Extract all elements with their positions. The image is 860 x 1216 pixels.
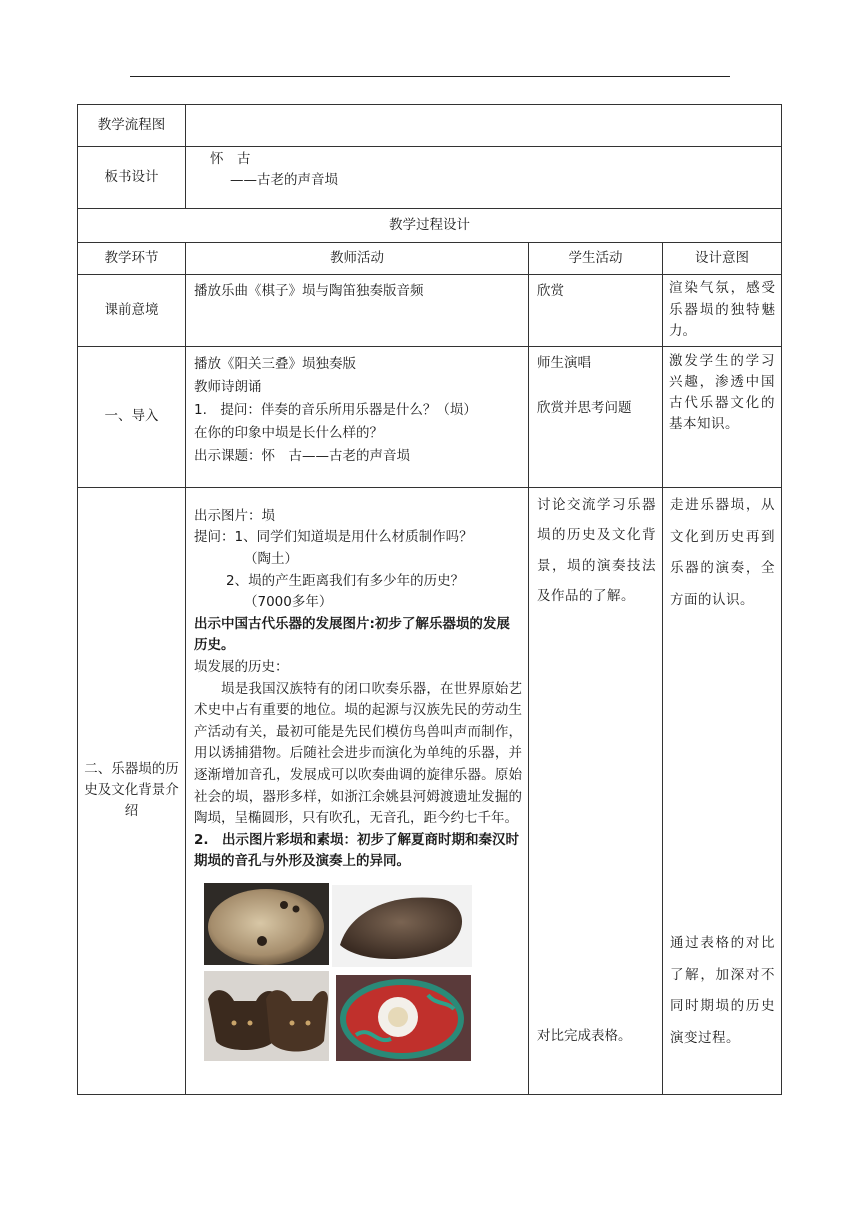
bull-head-xun-photo	[204, 971, 329, 1061]
intent-pre: 渲染气氛，感受乐器埙的独特魅力。	[663, 275, 782, 347]
row-history	[78, 487, 782, 1094]
lesson-plan-table	[77, 104, 782, 1095]
col-header-intent: 设计意图	[663, 243, 782, 275]
history-t5: （7000多年）	[244, 594, 333, 611]
row-column-headers	[78, 243, 782, 275]
intro-line-3: 1. 提问：伴奏的音乐所用乐器是什么？（埙）	[194, 401, 477, 418]
history-t1: 出示图片：埙	[194, 507, 275, 524]
intro-line-5: 出示课题：怀 古——古老的声音埙	[194, 447, 410, 464]
row-pre-class	[78, 275, 782, 347]
row-flowchart	[78, 105, 782, 147]
student-history-2: 对比完成表格。	[537, 1027, 632, 1044]
row-process-title	[78, 209, 782, 243]
board-line2: ——古老的声音埙	[230, 171, 338, 188]
history-t8: 埙是我国汉族特有的闭口吹奏乐器，在世界原始艺术史中占有重要的地位。埙的起源与汉族先民的劳动生产活动有关，最初可能是先民们模仿鸟兽叫声而制作，用以诱捕猎物。后随社会进步而演化为单纯的乐器，并逐渐增加音孔，发展成可以吹奏曲调的旋律乐器。原始社会的埙，器形多样，如浙江余姚县河姆渡遗址发掘的陶埙，呈椭圆形，只有吹孔，无音孔，距今约七千年。	[194, 680, 522, 827]
teacher-pre: 播放乐曲《棋子》埙与陶笛独奏版音频	[186, 275, 529, 347]
student-intro	[529, 346, 663, 487]
cloisonne-xun-photo	[336, 975, 471, 1061]
history-t2: 提问：1、同学们知道埙是用什么材质制作吗？	[194, 529, 473, 546]
clay-xun-photo	[204, 883, 329, 965]
xun-photo-grid	[204, 883, 476, 1063]
col-header-stage: 教学环节	[78, 243, 186, 275]
board-line1: 怀 古	[210, 151, 251, 167]
history-t9: 2. 出示图片彩埙和素埙：初步了解夏商时期和秦汉时期埙的音孔与外形及演奏上的异同。	[194, 831, 520, 870]
flowchart-label: 教学流程图	[78, 105, 186, 147]
process-title: 教学过程设计	[78, 209, 782, 243]
intro-line-2: 教师诗朗诵	[194, 378, 262, 395]
col-header-student: 学生活动	[529, 243, 663, 275]
flowchart-content	[186, 105, 782, 147]
intent-history	[663, 487, 782, 1094]
intro-line-4: 在你的印象中埙是长什么样的？	[194, 424, 383, 441]
row-intro	[78, 346, 782, 487]
student-history-1: 讨论交流学习乐器埙的历史及文化背景，埙的演奏技法及作品的了解。	[537, 496, 656, 604]
stage-history: 二、乐器埙的历史及文化背景介绍	[78, 487, 186, 1094]
intent-intro: 激发学生的学习兴趣，渗透中国古代乐器文化的基本知识。	[663, 346, 782, 487]
stage-intro: 一、导入	[78, 346, 186, 487]
history-t4: 2、埙的产生距离我们有多少年的历史？	[226, 572, 465, 589]
row-board	[78, 147, 782, 209]
student-history	[529, 487, 663, 1094]
history-t3: （陶土）	[244, 550, 298, 567]
stage-pre: 课前意境	[78, 275, 186, 347]
history-t7: 埙发展的历史：	[194, 658, 289, 675]
intent-history-2: 通过表格的对比了解，加深对不同时期埙的历史演变过程。	[670, 934, 776, 1046]
intro-line-1: 播放《阳关三叠》埙独奏版	[194, 355, 356, 372]
history-t6: 出示中国古代乐器的发展图片:初步了解乐器埙的发展历史。	[194, 615, 510, 654]
teacher-intro	[186, 346, 529, 487]
board-label: 板书设计	[78, 147, 186, 209]
student-intro-2: 欣赏并思考问题	[537, 399, 632, 416]
board-content	[186, 147, 782, 209]
student-pre: 欣赏	[529, 275, 663, 347]
header-rule	[130, 76, 730, 77]
intent-history-1: 走进乐器埙，从文化到历史再到乐器的演奏，全方面的认识。	[670, 496, 776, 608]
student-intro-1: 师生演唱	[537, 354, 591, 371]
col-header-teacher: 教师活动	[186, 243, 529, 275]
stone-xun-photo	[332, 885, 472, 967]
teacher-history	[186, 487, 529, 1094]
